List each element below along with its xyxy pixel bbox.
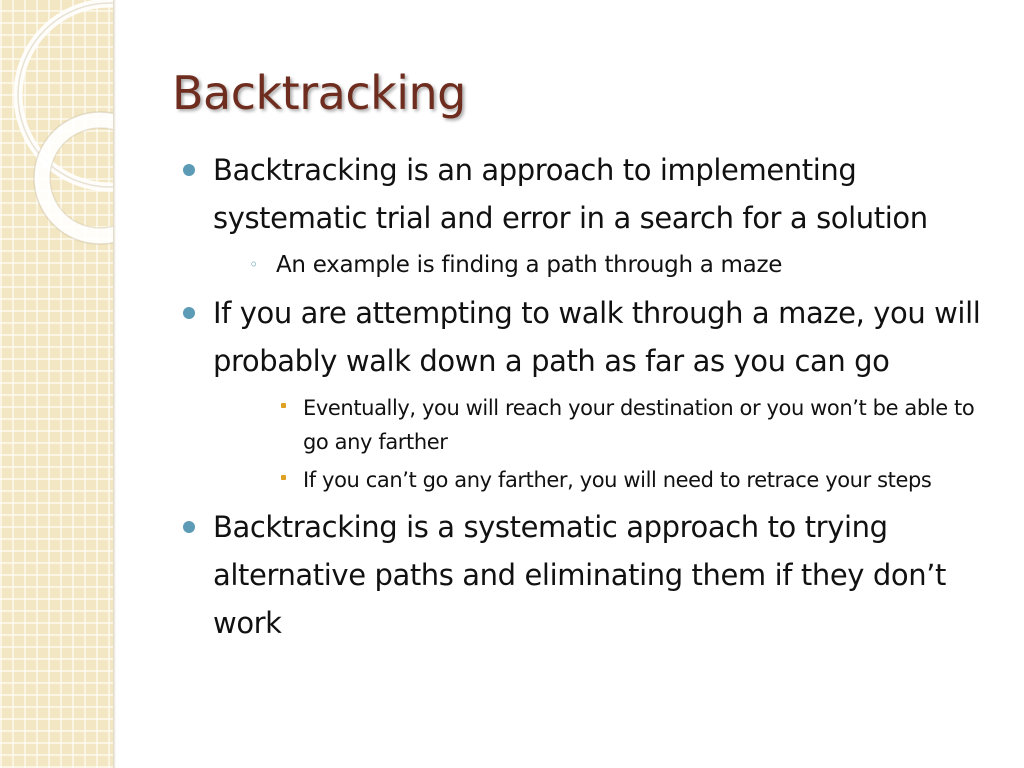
sub-sub-bullet-list [213, 391, 990, 497]
sub-sub-bullet-item [213, 463, 990, 497]
round-bullet-icon [183, 307, 195, 319]
square-bullet-icon [281, 403, 286, 408]
hollow-circle-bullet-icon: ◦ [249, 255, 259, 274]
bullet-item [180, 503, 990, 647]
round-bullet-icon [183, 521, 195, 533]
sub-sub-bullet-item [213, 391, 990, 459]
decorative-side-panel [0, 0, 113, 768]
sub-sub-bullet-text: Eventually, you will reach your destination or you won’t be able to go any farther [303, 396, 975, 454]
sub-bullet-list [213, 247, 990, 283]
bullet-text: Backtracking is a systematic approach to trying alternative paths and eliminating them if they don’t work [213, 510, 946, 640]
bullet-text: If you are attempting to walk through a maze, you will probably walk down a path as far as you can go [213, 296, 981, 378]
sub-sub-bullet-text: If you can’t go any farther, you will need to retrace your steps [303, 468, 932, 492]
bullet-text: Backtracking is an approach to implementing systematic trial and error in a search for a solution [213, 153, 928, 235]
sub-bullet-item [213, 247, 990, 283]
slide-title: Backtracking [172, 66, 466, 120]
round-bullet-icon [183, 164, 195, 176]
bullet-item [180, 146, 990, 283]
decorative-rings-icon [0, 0, 113, 300]
sub-bullet-text: An example is finding a path through a maze [276, 252, 783, 278]
side-panel-edge [113, 0, 116, 768]
bullet-item [180, 289, 990, 497]
bullet-list [180, 146, 990, 653]
square-bullet-icon [281, 475, 286, 480]
